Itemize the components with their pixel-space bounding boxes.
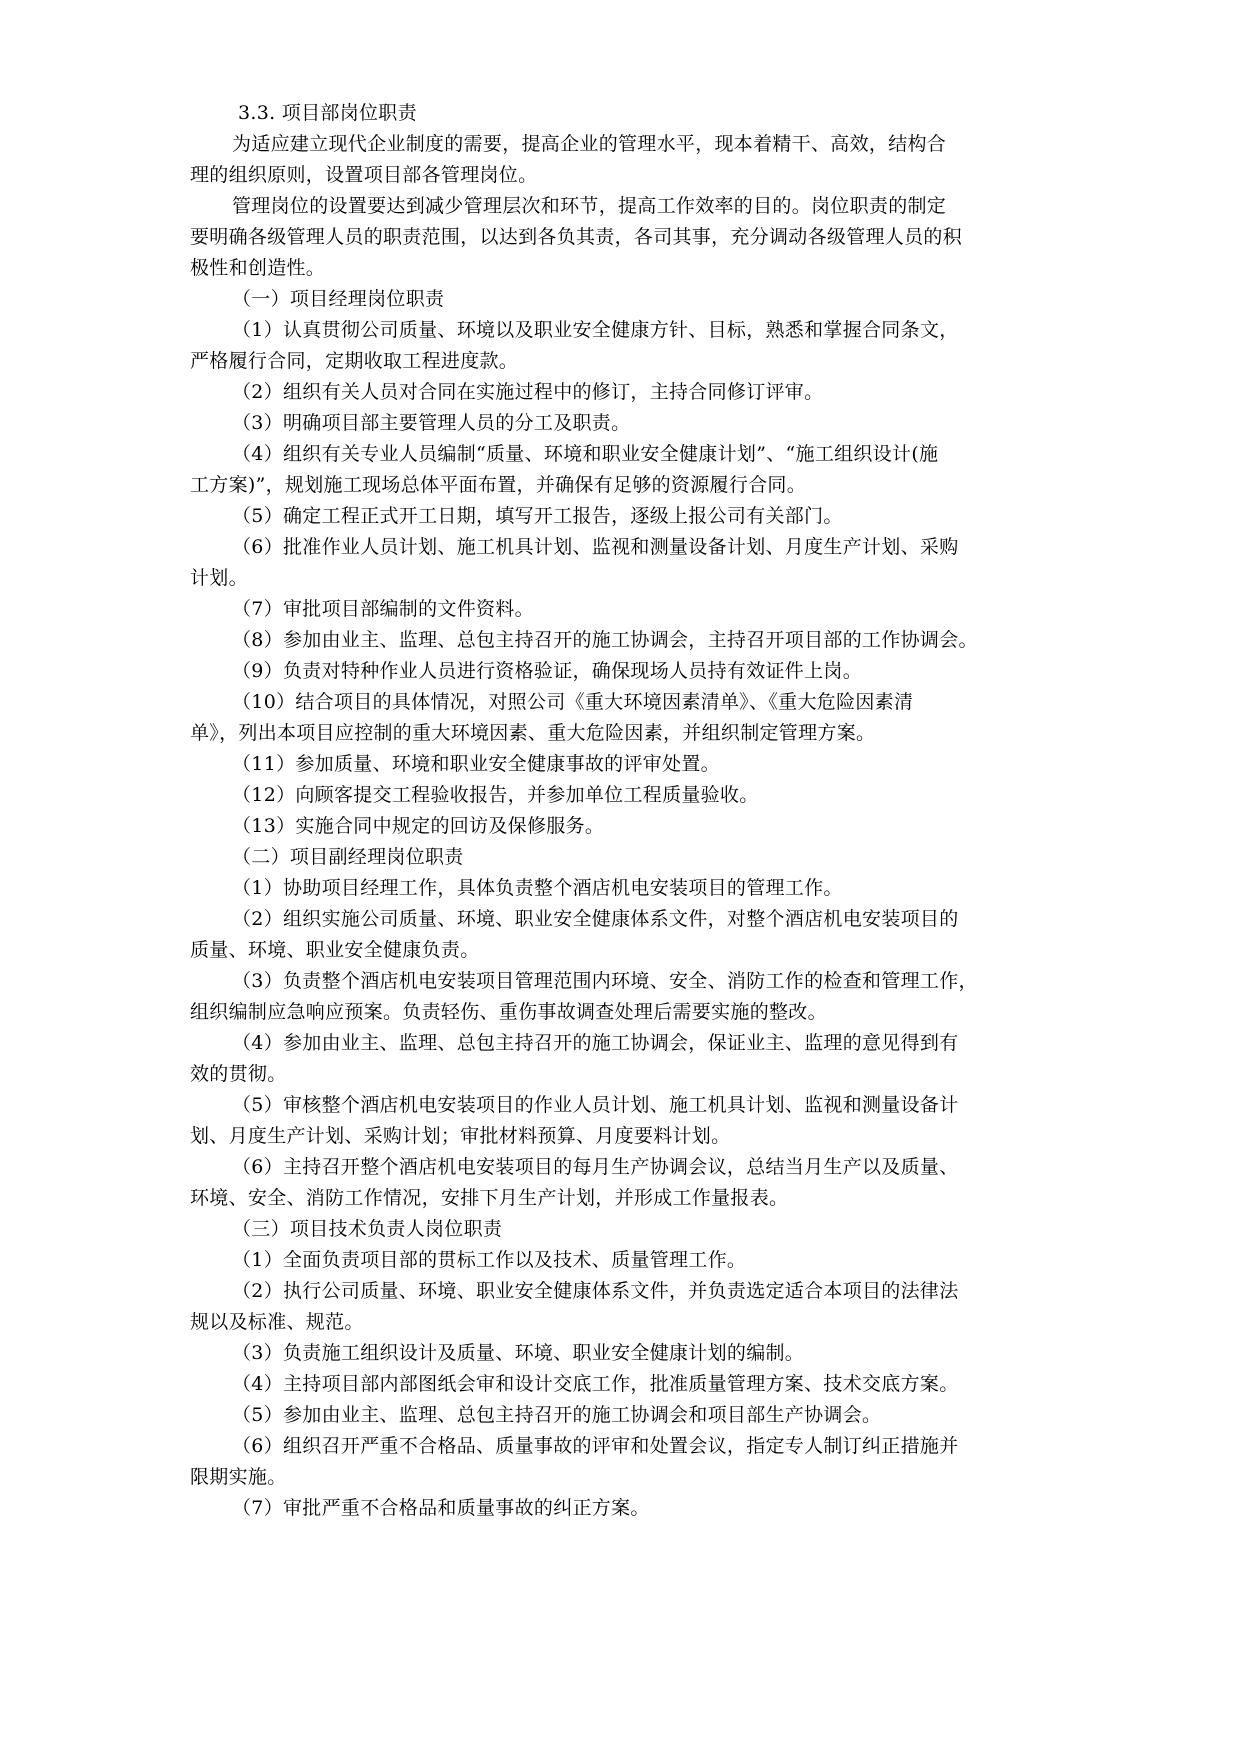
paragraph-line: （2）执行公司质量、环境、职业安全健康体系文件，并负责选定适合本项目的法律法 (232, 1280, 959, 1302)
paragraph-line: 划、月度生产计划、采购计划；审批材料预算、月度要料计划。 (190, 1125, 731, 1147)
document-body (190, 129, 1053, 1524)
paragraph-line: （6）批准作业人员计划、施工机具计划、监视和测量设备计划、月度生产计划、采购 (232, 536, 959, 558)
paragraph-line: （3）负责施工组织设计及质量、环境、职业安全健康计划的编制。 (232, 1342, 805, 1364)
paragraph-line: 限期实施。 (190, 1466, 287, 1488)
paragraph-line: （1）协助项目经理工作，具体负责整个酒店机电安装项目的管理工作。 (232, 877, 843, 899)
paragraph-line: （4）主持项目部内部图纸会审和设计交底工作，批准质量管理方案、技术交底方案。 (232, 1373, 959, 1395)
paragraph-line: （一）项目经理岗位职责 (232, 288, 445, 310)
paragraph-line: （13）实施合同中规定的回访及保修服务。 (232, 815, 605, 837)
paragraph-line: 环境、安全、消防工作情况，安排下月生产计划，并形成工作量报表。 (190, 1187, 789, 1209)
paragraph-line: （8）参加由业主、监理、总包主持召开的施工协调会，主持召开项目部的工作协调会。 (232, 629, 978, 651)
paragraph-line: （2）组织有关人员对合同在实施过程中的修订，主持合同修订评审。 (232, 381, 824, 403)
paragraph-line: （二）项目副经理岗位职责 (232, 846, 464, 868)
paragraph-line: 单》，列出本项目应控制的重大环境因素、重大危险因素，并组织制定管理方案。 (190, 722, 876, 744)
paragraph-line: （6）组织召开严重不合格品、质量事故的评审和处置会议，指定专人制订纠正措施并 (232, 1435, 959, 1457)
paragraph-line: （10）结合项目的具体情况，对照公司《重大环境因素清单》、《重大危险因素清 (232, 691, 914, 713)
paragraph-line: （5）确定工程正式开工日期，填写开工报告，逐级上报公司有关部门。 (232, 505, 843, 527)
paragraph-line: 要明确各级管理人员的职责范围，以达到各负其责，各司其事，充分调动各级管理人员的积 (190, 226, 963, 248)
paragraph-line: （1）全面负责项目部的贯标工作以及技术、质量管理工作。 (232, 1249, 747, 1271)
paragraph-line: （2）组织实施公司质量、环境、职业安全健康体系文件，对整个酒店机电安装项目的 (232, 908, 959, 930)
section-heading: 3.3. 项目部岗位职责 (238, 102, 417, 124)
paragraph-line: （9）负责对特种作业人员进行资格验证，确保现场人员持有效证件上岗。 (232, 660, 862, 682)
paragraph-line: 效的贯彻。 (190, 1063, 287, 1085)
paragraph-line: 工方案)”，规划施工现场总体平面布置，并确保有足够的资源履行合同。 (190, 474, 807, 496)
paragraph-line: 规以及标准、规范。 (190, 1311, 364, 1333)
paragraph-line: 质量、环境、职业安全健康负责。 (190, 939, 480, 961)
paragraph-line: 组织编制应急响应预案。负责轻伤、重伤事故调查处理后需要实施的整改。 (190, 1001, 827, 1023)
paragraph-line: （12）向顾客提交工程验收报告，并参加单位工程质量验收。 (232, 784, 759, 806)
paragraph-line: （5）参加由业主、监理、总包主持召开的施工协调会和项目部生产协调会。 (232, 1404, 882, 1426)
paragraph-line: （3）明确项目部主要管理人员的分工及职责。 (232, 412, 631, 434)
paragraph-line: （4）参加由业主、监理、总包主持召开的施工协调会，保证业主、监理的意见得到有 (232, 1032, 959, 1054)
paragraph-line: （5）审核整个酒店机电安装项目的作业人员计划、施工机具计划、监视和测量设备计 (232, 1094, 959, 1116)
paragraph-line: （1）认真贯彻公司质量、环境以及职业安全健康方针、目标，熟悉和掌握合同条文， (232, 319, 959, 341)
paragraph-line: （6）主持召开整个酒店机电安装项目的每月生产协调会议，总结当月生产以及质量、 (232, 1156, 959, 1178)
paragraph-line: （11）参加质量、环境和职业安全健康事故的评审处置。 (232, 753, 720, 775)
paragraph-line: （3）负责整个酒店机电安装项目管理范围内环境、安全、消防工作的检查和管理工作， (232, 970, 978, 992)
paragraph-line: 管理岗位的设置要达到减少管理层次和环节，提高工作效率的目的。岗位职责的制定 (232, 195, 947, 217)
paragraph-line: 极性和创造性。 (190, 257, 326, 279)
paragraph-line: 为适应建立现代企业制度的需要，提高企业的管理水平，现本着精干、高效，结构合 (232, 133, 947, 155)
paragraph-line: （7）审批严重不合格品和质量事故的纠正方案。 (232, 1497, 650, 1519)
paragraph-line: 严格履行合同，定期收取工程进度款。 (190, 350, 519, 372)
paragraph-line: （4）组织有关专业人员编制“质量、环境和职业安全健康计划”、“施工组织设计(施 (232, 443, 939, 465)
paragraph-line: （7）审批项目部编制的文件资料。 (232, 598, 534, 620)
paragraph-line: 计划。 (190, 567, 248, 589)
paragraph-line: （三）项目技术负责人岗位职责 (232, 1218, 503, 1240)
paragraph-line: 理的组织原则，设置项目部各管理岗位。 (190, 164, 538, 186)
